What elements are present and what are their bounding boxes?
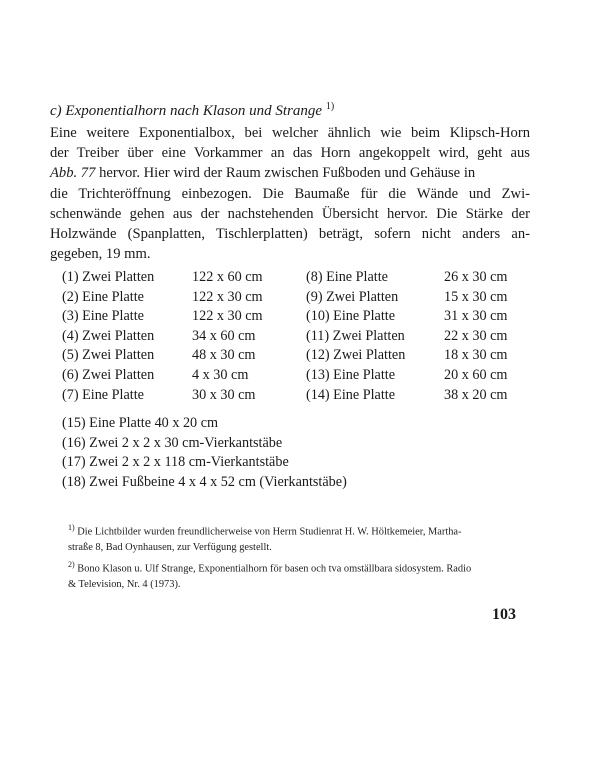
section-heading-text: c) Exponentialhorn nach Klason und Strange [50,103,323,119]
footnote-line [68,557,528,577]
part-label: (10) Eine Platte [306,308,396,325]
part-dimensions: 34 x 60 cm [192,327,256,344]
part-dimensions: 38 x 20 cm [444,386,508,403]
part-dimensions: 20 x 60 cm [444,366,508,383]
part-dimensions: 122 x 30 cm [192,288,263,305]
part-label: (11) Zwei Platten [306,327,405,344]
body-paragraph [50,123,530,264]
footnote-line [68,520,528,540]
part-label: (12) Zwei Platten [306,347,406,364]
paragraph-line: Holzwände (Spanplatten, Tischlerplatten) beträgt, sofern nicht anders an- [50,226,530,243]
figure-reference: Abb. 77 [50,165,96,182]
paragraph-line: schenwände gehen aus der nachstehenden Übersicht hervor. Die Stärke der [50,205,530,222]
parts-row [62,288,532,308]
part-dimensions: 18 x 30 cm [444,347,508,364]
part-dimensions: 122 x 60 cm [192,269,263,285]
parts-row [62,307,532,327]
part-label: (3) Eine Platte [62,308,144,325]
part-dimensions: 4 x 30 cm [192,366,249,383]
footnote-reference: 1) [325,101,335,112]
footnote-line: straße 8, Bad Oynhausen, zur Verfügung gestellt. [68,541,272,553]
parts-item: (17) Zwei 2 x 2 x 118 cm-Vierkantstäbe [62,454,289,471]
part-dimensions: 15 x 30 cm [444,288,508,305]
paragraph-line: Eine weitere Exponentialbox, bei welcher ähnlich wie beim Klipsch-Horn [50,125,530,141]
footnote [68,557,528,592]
parts-item: (15) Eine Platte 40 x 20 cm [62,415,219,431]
parts-row [62,346,532,366]
part-dimensions: 31 x 30 cm [444,308,508,325]
footnote-line: & Television, Nr. 4 (1973). [68,578,181,590]
part-dimensions: 122 x 30 cm [192,308,263,325]
parts-row [62,327,532,347]
part-dimensions: 22 x 30 cm [444,327,508,344]
part-label: (1) Zwei Platten [62,269,155,285]
parts-row [62,366,532,386]
footnote [68,520,528,555]
part-label: (6) Zwei Platten [62,366,155,383]
paragraph-line: die Trichteröffnung einbezogen. Die Baumaße für die Wände und Zwi- [50,185,530,202]
footnote-text: Bono Klason u. Ulf Strange, Exponentialhorn för basen och tva omställbara sidosystem. Radio [77,563,472,575]
paragraph-line: der Treiber über eine Vorkammer an das Horn angekoppelt wird, geht aus [50,145,530,162]
parts-list-continued [62,414,347,492]
part-label: (14) Eine Platte [306,386,396,403]
paragraph-line-with-figure-ref [50,163,530,183]
section-heading [50,101,334,120]
paragraph-line-text: hervor. Hier wird der Raum zwischen Fußboden und Gehäuse in [99,165,476,182]
part-label: (13) Eine Platte [306,366,396,383]
paragraph-line: gegeben, 19 mm. [50,246,151,263]
parts-row [62,268,532,288]
parts-list [62,268,532,405]
part-label: (7) Eine Platte [62,386,144,403]
parts-item: (18) Zwei Fußbeine 4 x 4 x 52 cm (Vierkantstäbe) [62,473,347,490]
part-label: (8) Eine Platte [306,269,388,285]
footnote-marker: 1) [68,523,75,532]
footnote-marker: 2) [68,560,75,569]
page-number: 103 [492,606,516,623]
parts-row [62,386,532,406]
parts-item: (16) Zwei 2 x 2 x 30 cm-Vierkantstäbe [62,434,283,451]
part-dimensions: 30 x 30 cm [192,386,256,403]
part-label: (2) Eine Platte [62,288,144,305]
part-label: (5) Zwei Platten [62,347,155,364]
part-dimensions: 26 x 30 cm [444,269,508,285]
part-label: (9) Zwei Platten [306,288,399,305]
footnote-text: Die Lichtbilder wurden freundlicherweise von Herrn Studienrat H. W. Höltkemeier, Martha- [77,526,462,538]
part-dimensions: 48 x 30 cm [192,347,256,364]
part-label: (4) Zwei Platten [62,327,155,344]
